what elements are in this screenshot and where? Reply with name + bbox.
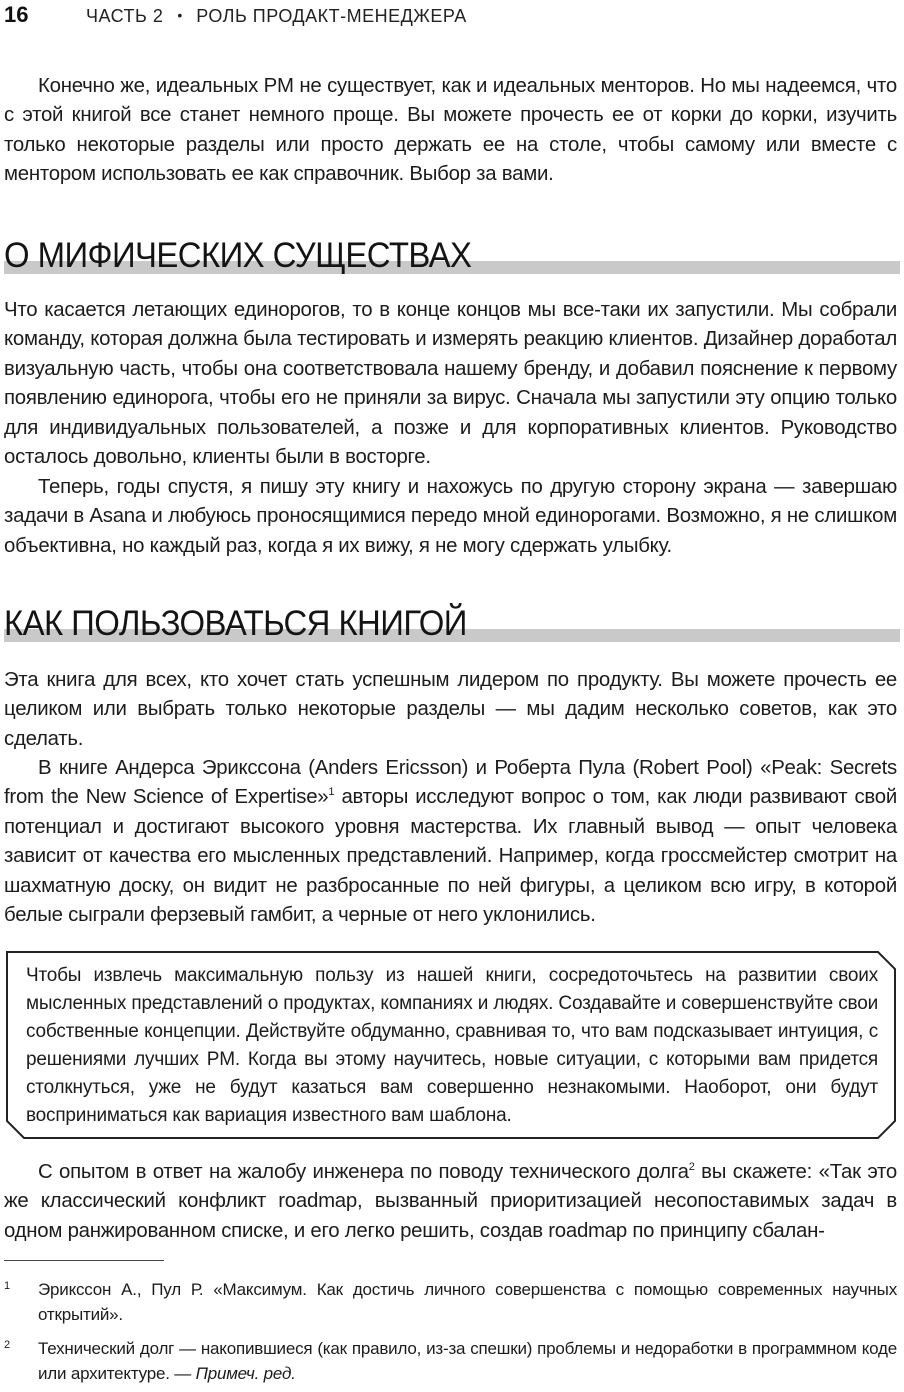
footnote-number: 2 — [4, 1339, 11, 1351]
part-label: ЧАСТЬ 2 — [86, 6, 164, 26]
page-number: 16 — [4, 2, 29, 27]
section2-paragraph-3 — [4, 1158, 897, 1246]
intro-paragraph: Конечно же, идеальных PM не существует, как и идеальных менторов. Но мы надеемся, что с этой книгой все станет немного проще. Вы можете прочесть ее от корки до корки, изучить только некоторые разделы или просто держать ее на столе, чтобы самому или вместе с ментором использовать ее как справочник. Выбор за вами. — [4, 75, 897, 186]
editor-note: Примеч. ред. — [195, 1364, 296, 1383]
running-head — [4, 2, 467, 28]
paragraph-text: В книге Андерса Эрикссона (Anders Ericsson) и Роберта Пула (Robert Pool) «Peak: Secrets from the New Science of Expertise» — [4, 757, 897, 809]
footnote-ref-2[interactable]: 2 — [688, 1161, 695, 1174]
section2-paragraph-2 — [4, 754, 897, 930]
section1-paragraph-2: Теперь, годы спустя, я пишу эту книгу и нахожусь по другую сторону экрана — завершаю задачи в Asana и любуюсь проносящимися передо мной единорогами. Возможно, я не слишком объективна, но каждый раз, когда я их вижу, я не могу сдержать улыбку. — [4, 476, 897, 557]
paragraph-text: С опытом в ответ на жалобу инженера по поводу технического долга — [38, 1161, 689, 1183]
footnote-text: Эрикссон А., Пул Р. «Максимум. Как достичь личного совершенства с помощью современных научных открытий». — [38, 1280, 897, 1324]
footnote-ref-1[interactable]: 1 — [328, 786, 335, 799]
section-heading-text: О МИФИЧЕСКИХ СУЩЕСТВАХ — [4, 236, 472, 275]
footnote-1 — [4, 1277, 897, 1327]
section-heading-how-to-use — [4, 604, 900, 644]
footnote-text-wrap — [38, 1336, 897, 1386]
section-heading-text: КАК ПОЛЬЗОВАТЬСЯ КНИГОЙ — [4, 604, 467, 643]
callout-text: Чтобы извлечь максимальную пользу из нашей книги, сосредоточьтесь на развитии своих мысленных представлений о продуктах, компаниях и людях. Создавайте и совершенствуйте свои собственные концепции. Действуйте обдуманно, сравнивая то, что вам подсказывает интуиция, с решениями лучших PM. Когда вы этому научитесь, новые ситуации, с которыми вам придется столкнуться, уже не будут казаться вам совершенно незнакомыми. Наоборот, они будут восприниматься как вариация известного вам шаблона. — [26, 965, 878, 1126]
section-heading-mythical — [4, 236, 900, 276]
head-separator: • — [177, 7, 183, 23]
footnote-text: Технический долг — накопившиеся (как правило, из-за спешки) проблемы и недоработки в программном коде или архитектуре. — — [38, 1339, 897, 1383]
footnote-divider — [4, 1260, 164, 1261]
footnote-2 — [4, 1336, 897, 1386]
paragraph-text: авторы исследуют вопрос о том, как люди развивают свой потенциал и достигают высокого уровня мастерства. Их главный вывод — опыт человека зависит от качества его мысленных представлений. Например, когда гроссмейстер смотрит на шахматную доску, он видит не разбросанные по ней фигуры, а целиком всю игру, в которой белые сыграли ферзевый гамбит, а черные от него уклонились. — [4, 786, 897, 927]
section2-paragraph-1: Эта книга для всех, кто хочет стать успешным лидером по продукту. Вы можете прочесть ее целиком или выбрать только некоторые разделы — мы дадим несколько советов, как это сделать. — [4, 669, 897, 750]
footnote-number: 1 — [4, 1280, 11, 1292]
chapter-title: РОЛЬ ПРОДАКТ-МЕНЕДЖЕРА — [196, 6, 467, 26]
section1-paragraph-1: Что касается летающих единорогов, то в конце концов мы все-таки их запустили. Мы собрали команду, которая должна была тестировать и измерять реакцию клиентов. Дизайнер доработал визуальную часть, чтобы она соответствовала нашему бренду, и добавил пояснение к первому появлению единорога, чтобы его не приняли за вирус. Сначала мы запустили эту опцию только для индивидуальных пользователей, а позже и для корпоративных клиентов. Руководство осталось довольно, клиенты были в восторге. — [4, 299, 897, 469]
paragraph-text: вы скажете: «Так это же классический конфликт roadmap, вызванный приоритизацией несопоставимых задач в одном ранжированном списке, и его легко решить, создав roadmap по принципу сбалан- — [4, 1161, 897, 1242]
